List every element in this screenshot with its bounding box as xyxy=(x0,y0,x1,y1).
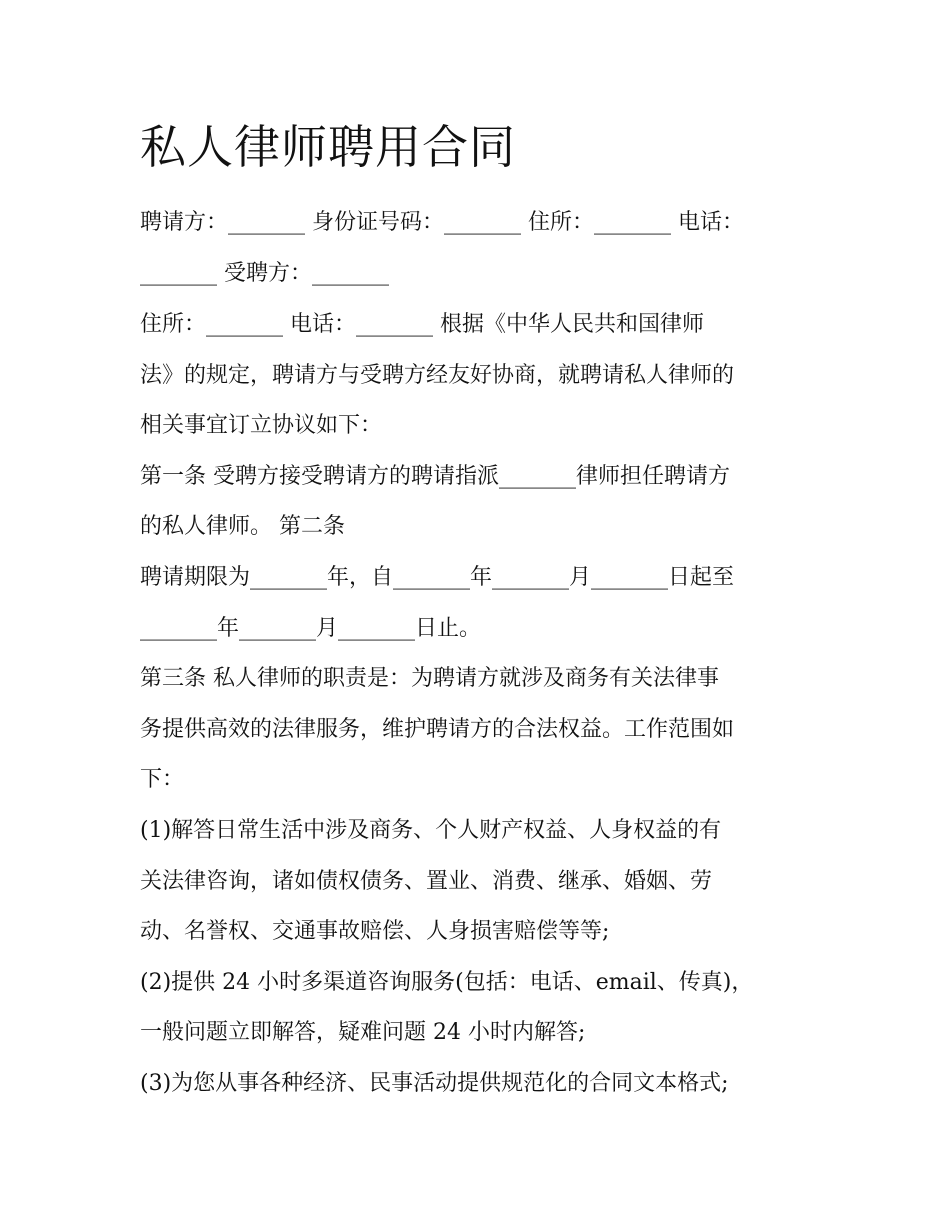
text-line: _______年_______月_______日止。 xyxy=(140,616,482,641)
text-line: 下： xyxy=(140,767,185,792)
text-line: (1)解答日常生活中涉及商务、个人财产权益、人身权益的有 xyxy=(140,818,722,843)
text-line: 住所：_______ 电话：_______ 根据《中华人民共和国律师 xyxy=(140,312,704,337)
text-line: 一般问题立即解答，疑难问题 24 小时内解答; xyxy=(140,1020,586,1045)
text-line: 相关事宜订立协议如下： xyxy=(140,413,383,438)
text-line: 法》的规定，聘请方与受聘方经友好协商，就聘请私人律师的 xyxy=(140,363,735,388)
text-line: 第三条 私人律师的职责是：为聘请方就涉及商务有关法律事 xyxy=(140,666,719,691)
text-line: 务提供高效的法律服务，维护聘请方的合法权益。工作范围如 xyxy=(140,717,735,742)
text-line: 关法律咨询，诸如债权债务、置业、消费、继承、婚姻、劳 xyxy=(140,869,713,894)
text-line: 聘请期限为_______年，自_______年_______月_______日起至 xyxy=(140,565,735,590)
text-line: 动、名誉权、交通事故赔偿、人身损害赔偿等等; xyxy=(140,919,610,944)
text-line: (2)提供 24 小时多渠道咨询服务(包括：电话、email、传真)， xyxy=(140,970,754,995)
text-line: (3)为您从事各种经济、民事活动提供规范化的合同文本格式; xyxy=(140,1071,729,1096)
text-line: 第一条 受聘方接受聘请方的聘请指派_______律师担任聘请方 xyxy=(140,464,730,489)
text-line: _______ 受聘方：_______ xyxy=(140,261,389,286)
text-line: 聘请方：_______ 身份证号码：_______ 住所：_______ 电话： xyxy=(140,210,744,235)
document-title: 私人律师聘用合同 xyxy=(140,120,516,174)
text-line: 的私人律师。 第二条 xyxy=(140,514,345,539)
